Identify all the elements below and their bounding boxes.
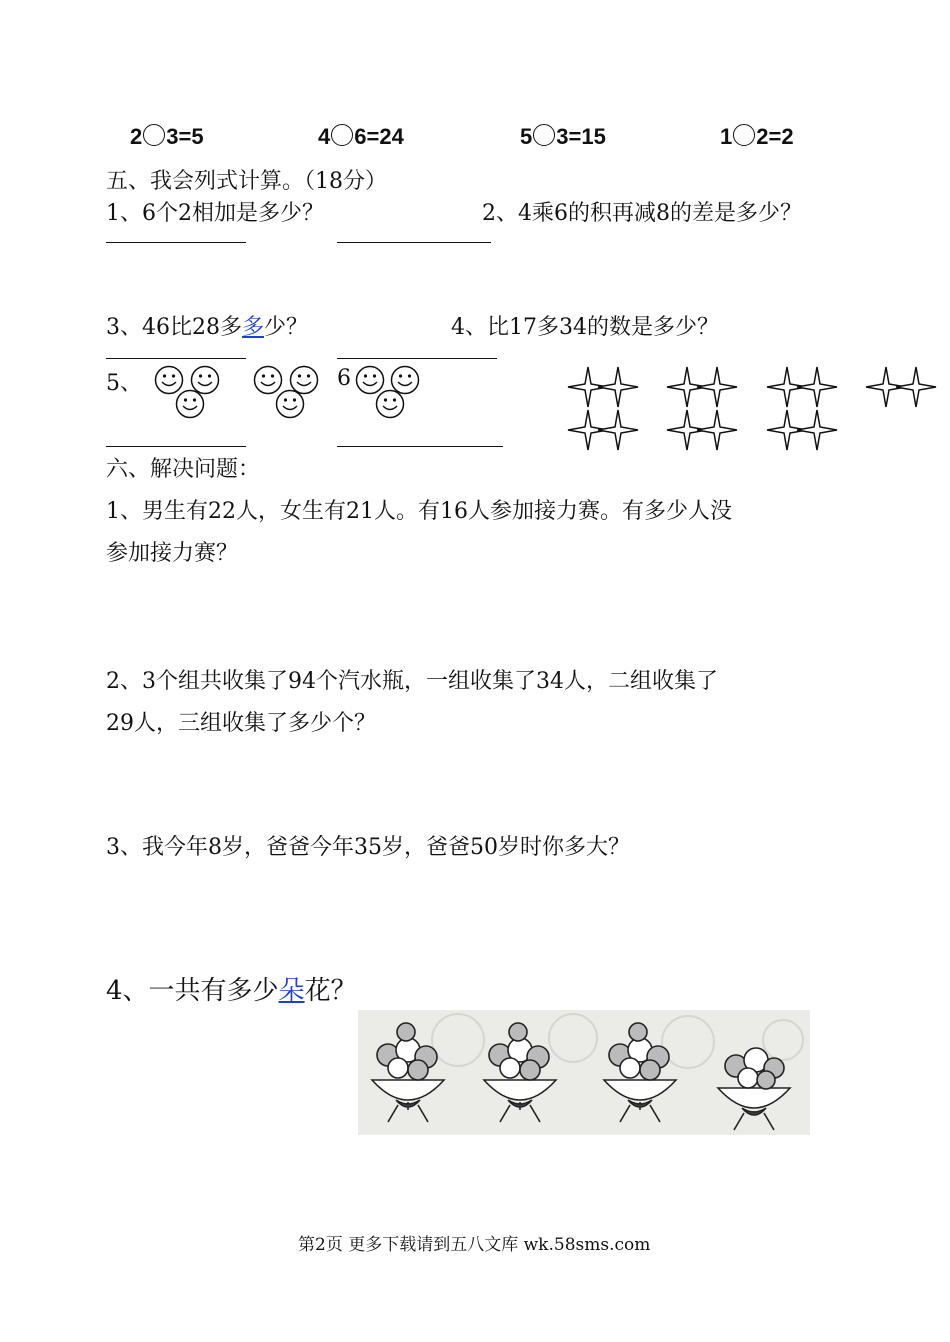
star-icon xyxy=(695,408,739,452)
blank-circle[interactable] xyxy=(331,124,353,146)
problem-1-line-2: 参加接力赛？ xyxy=(106,541,239,566)
section-5-question-2: 2、4乘6的积再减8的差是多少？ xyxy=(482,201,802,226)
section-5-question-6: 6 xyxy=(337,366,351,391)
equation-2: 4 6=24 xyxy=(318,124,404,149)
problem-3: 3、我今年8岁，爸爸今年35岁，爸爸50岁时你多大？ xyxy=(106,835,630,860)
section-5-question-3: 3、46比28多多少？ xyxy=(106,315,309,340)
section-5-question-4: 4、比17多34的数是多少？ xyxy=(451,315,719,340)
page-footer: 第2页 更多下载请到五八文库 wk.58sms.com xyxy=(298,1235,651,1255)
problem-1-line-1: 1、男生有22人，女生有21人。有16人参加接力赛。有多少人没 xyxy=(106,499,732,524)
star-icon xyxy=(695,365,739,409)
star-icon xyxy=(795,365,839,409)
smiley-face-icon xyxy=(175,389,205,419)
word-link[interactable]: 多 xyxy=(242,315,265,340)
flower-bouquets-image xyxy=(358,1010,810,1135)
section-5-question-5: 5、 xyxy=(106,371,142,396)
star-icon xyxy=(596,408,640,452)
blank-circle[interactable] xyxy=(733,124,755,146)
section-5-title: 五、我会列式计算。（18分） xyxy=(106,169,387,194)
blank-circle[interactable] xyxy=(533,124,555,146)
star-icon xyxy=(795,408,839,452)
problem-4: 4、一共有多少朵花？ xyxy=(106,976,357,1006)
word-link[interactable]: 朵 xyxy=(278,976,305,1006)
problem-2-line-2: 29人，三组收集了多少个？ xyxy=(106,711,376,736)
smiley-face-icon xyxy=(375,389,405,419)
equation-3: 5 3=15 xyxy=(520,124,606,149)
section-5-question-1: 1、6个2相加是多少？ xyxy=(106,201,324,226)
equation-4: 1 2=2 xyxy=(720,124,794,149)
section-6-title: 六、解决问题： xyxy=(106,457,261,482)
answer-line-3[interactable] xyxy=(106,358,246,359)
answer-line-6[interactable] xyxy=(337,446,503,447)
answer-line-5[interactable] xyxy=(106,446,246,447)
answer-line-4[interactable] xyxy=(337,358,497,359)
equation-1: 2 3=5 xyxy=(130,124,204,149)
star-icon xyxy=(894,365,938,409)
answer-line-2[interactable] xyxy=(337,242,491,243)
answer-line-1[interactable] xyxy=(106,242,246,243)
star-icon xyxy=(596,365,640,409)
smiley-face-icon xyxy=(275,389,305,419)
blank-circle[interactable] xyxy=(143,124,165,146)
problem-2-line-1: 2、3个组共收集了94个汽水瓶，一组收集了34人，二组收集了 xyxy=(106,669,718,694)
